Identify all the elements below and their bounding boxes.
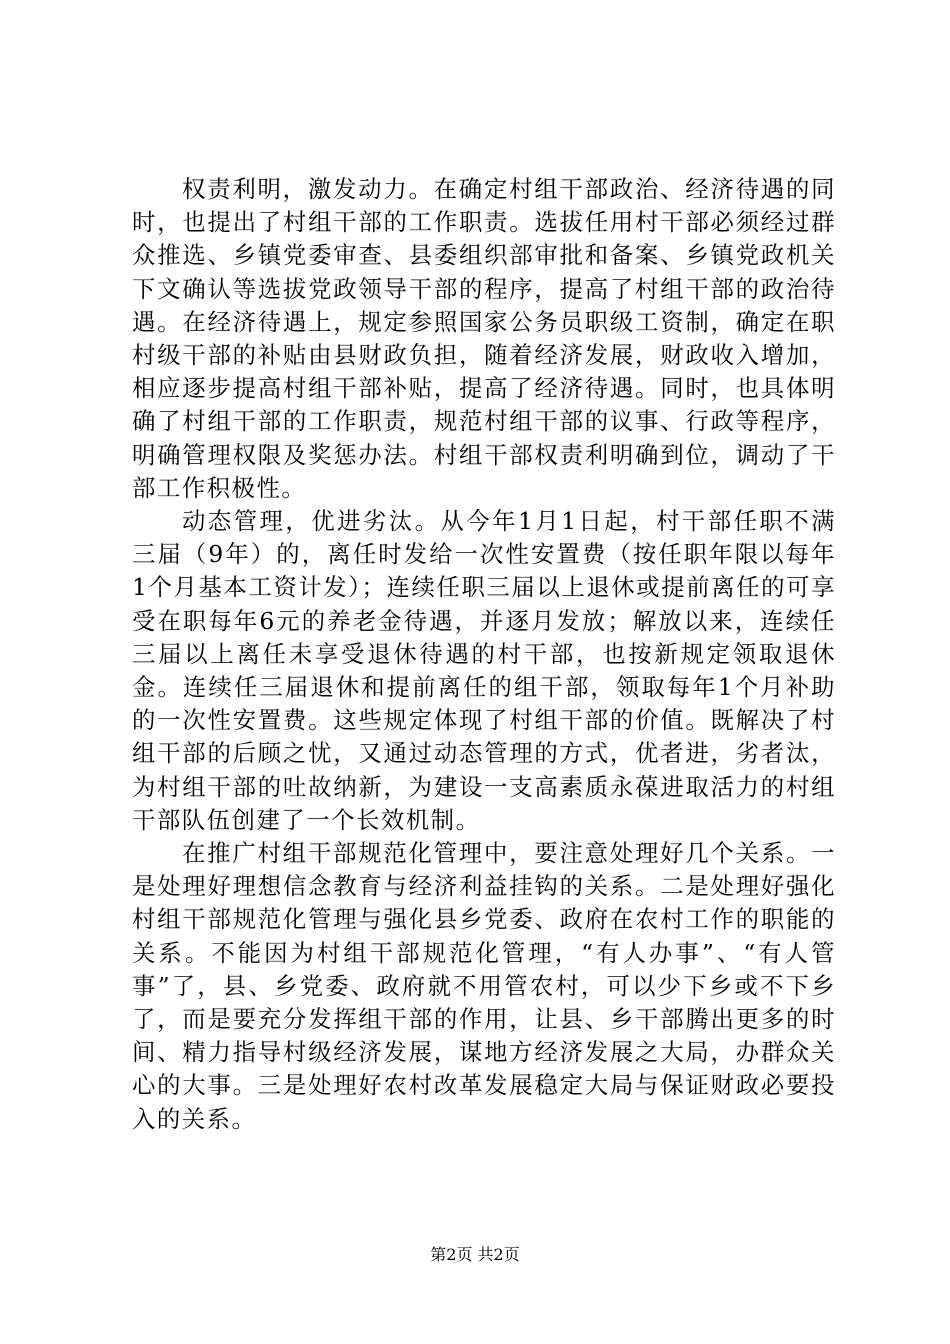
paragraph-key-relationships: 在推广村组干部规范化管理中，要注意处理好几个关系。一是处理好理想信念教育与经济利益挂钩的关系。二是处理好强化村组干部规范化管理与强化县乡党委、政府在农村工作的职能的关系。不能因为村组干部规范化管理，“有人办事”、“有人管事”了，县、乡党委、政府就不用管农村，可以少下乡或不下乡了，而是要充分发挥组干部的作用，让县、乡干部腾出更多的时间、精力指导村级经济发展，谋地方经济发展之大局，办群众关心的大事。三是处理好农村改革发展稳定大局与保证财政必要投入的关系。 — [132, 839, 836, 1133]
page-number-footer: 第2页 共2页 — [430, 1245, 520, 1264]
paragraph-dynamic-management: 动态管理，优进劣汰。从今年1月1日起，村干部任职不满三届（9年）的，离任时发给一次性安置费（按任职年限以每年1个月基本工资计发）；连续任职三届以上退休或提前离任的可享受在职每年6元的养老金待遇，并逐月发放；解放以来，连续任三届以上离任未享受退休待遇的村干部，也按新规定领取退休金。连续任三届退休和提前离任的组干部，领取每年1个月补助的一次性安置费。这些规定体现了村组干部的价值。既解决了村组干部的后顾之忧，又通过动态管理的方式，优者进，劣者汰，为村组干部的吐故纳新，为建设一支高素质永葆进取活力的村组干部队伍创建了一个长效机制。 — [132, 507, 836, 834]
paragraph-rights-responsibilities: 权责利明，激发动力。在确定村组干部政治、经济待遇的同时，也提出了村组干部的工作职责。选拔任用村干部必须经过群众推选、乡镇党委审查、县委组织部审批和备案、乡镇党政机关下文确认等选拔党政领导干部的程序，提高了村组干部的政治待遇。在经济待遇上，规定参照国家公务员职级工资制，确定在职村级干部的补贴由县财政负担，随着经济发展，财政收入增加，相应逐步提高村组干部补贴，提高了经济待遇。同时，也具体明确了村组干部的工作职责，规范村组干部的议事、行政等程序，明确管理权限及奖惩办法。村组干部权责利明确到位，调动了干部工作积极性。 — [132, 175, 836, 502]
document-body — [132, 173, 836, 1136]
